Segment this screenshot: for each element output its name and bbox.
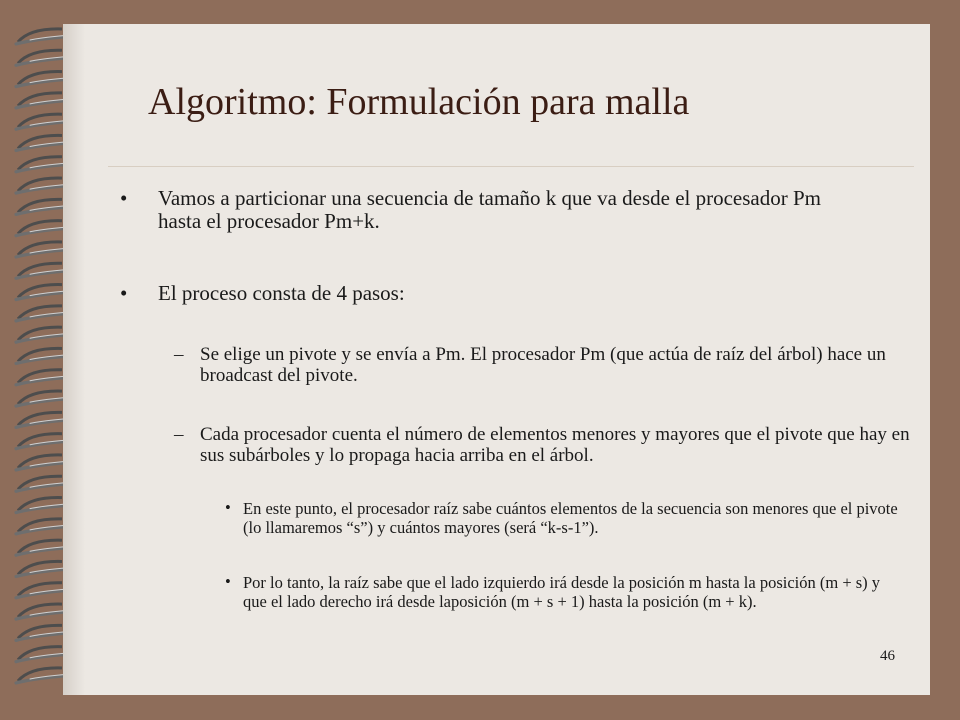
sub-item-2 <box>174 424 910 466</box>
dash-marker: – <box>174 344 184 365</box>
bullet-marker: • <box>225 572 231 591</box>
sub-item-text: Cada procesador cuenta el número de elementos menores y mayores que el pivote que hay en sus subárboles y lo propaga hacia arriba en el árbol. <box>200 424 910 466</box>
dash-marker: – <box>174 424 184 445</box>
detail-item-text: Por lo tanto, la raíz sabe que el lado izquierdo irá desde la posición m hasta la posición (m + s) y que el lado derecho irá desde laposición (m + s + 1) hasta la posición (m + k). <box>243 573 881 611</box>
sub-item-1 <box>174 344 905 386</box>
bullet-text: Vamos a particionar una secuencia de tamaño k que va desde el procesador Pm hasta el procesador Pm+k. <box>158 186 821 233</box>
bullet-text: El proceso consta de 4 pasos: <box>158 281 405 305</box>
title-divider <box>108 166 914 167</box>
bullet-item-1 <box>120 186 858 233</box>
page-number: 46 <box>880 648 895 664</box>
bullet-item-2 <box>120 281 858 305</box>
bullet-marker: • <box>120 281 128 305</box>
detail-item-1 <box>225 498 898 537</box>
detail-item-text: En este punto, el procesador raíz sabe cuántos elementos de la secuencia son menores que el pivote (lo llamaremos “s”) y cuántos mayores (será “k-s-1”). <box>243 499 898 537</box>
sub-item-text: Se elige un pivote y se envía a Pm. El procesador Pm (que actúa de raíz del árbol) hace un broadcast del pivote. <box>200 344 886 386</box>
bullet-marker: • <box>120 186 128 210</box>
detail-item-2 <box>225 572 898 611</box>
bullet-marker: • <box>225 498 231 517</box>
slide-title: Algoritmo: Formulación para malla <box>148 81 690 123</box>
